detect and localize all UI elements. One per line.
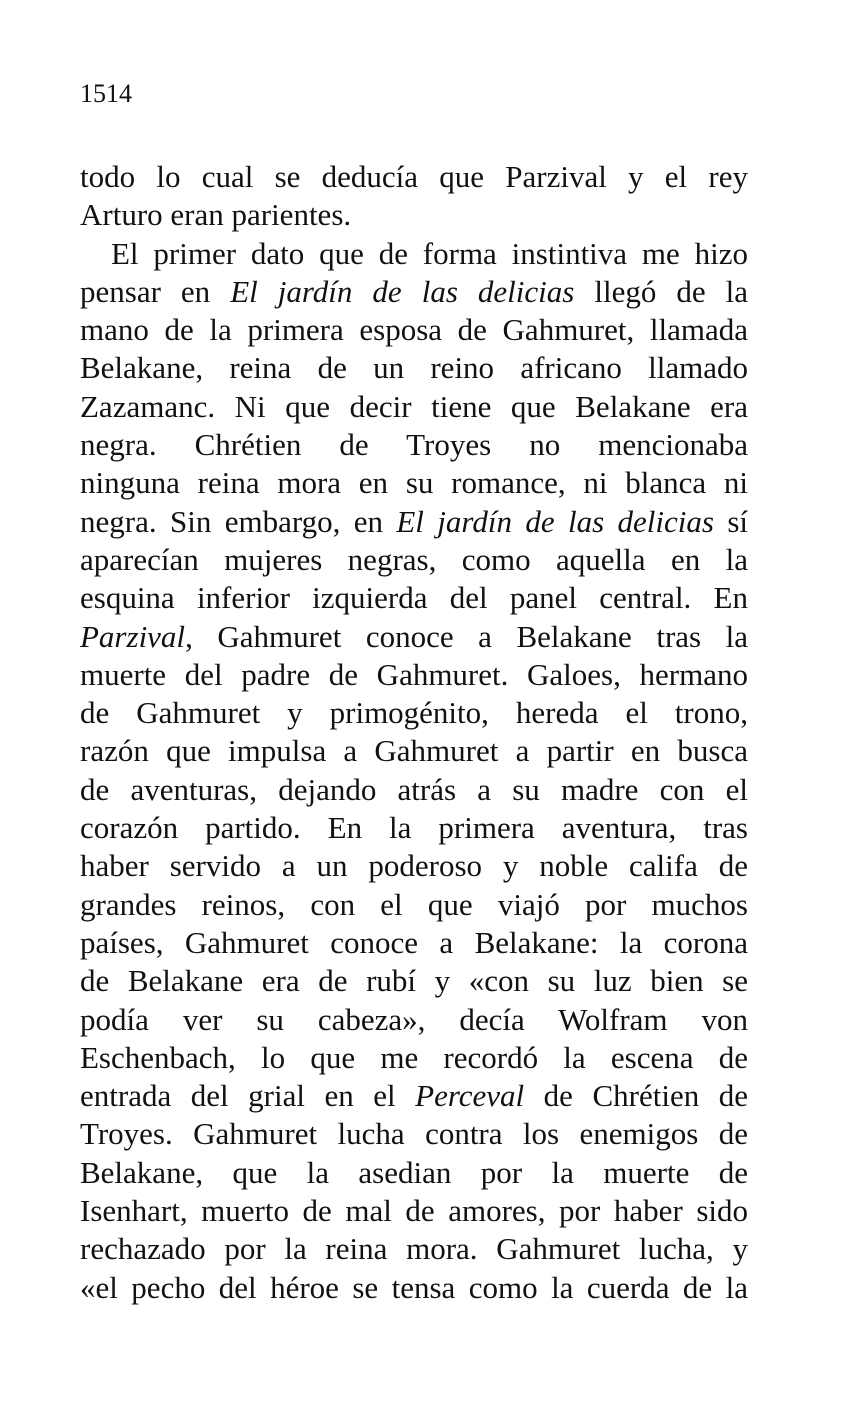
italic-title: El jardín de las delicias [396,503,714,539]
text-segment: muerte del padre de Gahmuret. Galoes, hermano [80,656,748,692]
text-line [80,1154,748,1192]
italic-title: Perceval [415,1078,525,1114]
text-line [80,924,748,962]
text-line [80,349,748,387]
text-segment: negra. Chrétien de Troyes no mencionaba [80,427,748,463]
text-segment: aparecían mujeres negras, como aquella en la [80,541,748,577]
text-segment: El primer dato que de forma instintiva me hizo [111,235,748,271]
text-segment: todo lo cual se deducía que Parzival y el rey [80,159,748,194]
text-line [80,1230,748,1268]
text-line [80,1192,748,1230]
text-segment: haber servido a un poderoso y noble califa de [80,848,748,884]
text-segment: Belakane, reina de un reino africano llamado [80,350,748,386]
text-segment: países, Gahmuret conoce a Belakane: la corona [80,924,748,960]
text-segment: Arturo eran parientes. [80,197,352,233]
text-segment: rechazado por la reina mora. Gahmuret lucha, y [80,1231,748,1267]
text-segment: Zazamanc. Ni que decir tiene que Belakane era [80,388,748,424]
text-segment: ninguna reina mora en su romance, ni blanca ni [80,465,748,501]
text-line [80,1039,748,1077]
text-line [80,656,748,694]
text-segment: pensar en [80,273,231,309]
text-line [80,503,748,541]
body-text [80,158,748,1307]
text-line [80,426,748,464]
text-line [80,464,748,502]
text-segment: Belakane, que la asedian por la muerte de [80,1154,748,1190]
text-line [80,158,748,196]
text-segment: negra. Sin embargo, en [80,503,397,539]
text-segment: Troyes. Gahmuret lucha contra los enemigos de [80,1116,748,1152]
text-segment: sí [713,503,748,539]
text-line [80,732,748,770]
text-line [80,847,748,885]
text-segment: corazón partido. En la primera aventura, tras [80,810,748,846]
text-segment: de Gahmuret y primogénito, hereda el trono, [80,695,748,731]
text-segment: llegó de la [574,273,748,309]
text-segment: esquina inferior izquierda del panel central. En [80,580,748,616]
text-line [80,1115,748,1153]
text-line [80,311,748,349]
text-line [80,579,748,617]
text-segment: podía ver su cabeza», decía Wolfram von [80,1001,748,1037]
text-line [80,962,748,1000]
text-line [80,1001,748,1039]
text-segment: mano de la primera esposa de Gahmuret, llamada [80,312,748,348]
text-segment: Eschenbach, lo que me recordó la escena de [80,1039,748,1075]
text-line [80,886,748,924]
text-line [80,388,748,426]
italic-title: Parzival [80,618,186,654]
text-segment: de Belakane era de rubí y «con su luz bien se [80,963,748,999]
text-line [80,1269,748,1307]
text-line [80,809,748,847]
text-segment: de Chrétien de [524,1078,748,1114]
text-line [80,1077,748,1115]
text-line [80,196,748,234]
text-line [80,694,748,732]
page-number: 1514 [80,79,132,108]
text-segment: de aventuras, dejando atrás a su madre con el [80,771,748,807]
text-line [80,235,748,273]
italic-title: El jardín de las delicias [230,273,575,309]
text-line [80,618,748,656]
text-segment: «el pecho del héroe se tensa como la cuerda de la [80,1269,748,1305]
text-segment: razón que impulsa a Gahmuret a partir en busca [80,733,748,769]
text-segment: entrada del grial en el [80,1078,416,1114]
text-line [80,273,748,311]
text-segment: , Gahmuret conoce a Belakane tras la [185,618,748,654]
text-line [80,771,748,809]
text-line [80,541,748,579]
text-segment: grandes reinos, con el que viajó por muchos [80,886,748,922]
text-segment: Isenhart, muerto de mal de amores, por haber sido [80,1193,748,1229]
